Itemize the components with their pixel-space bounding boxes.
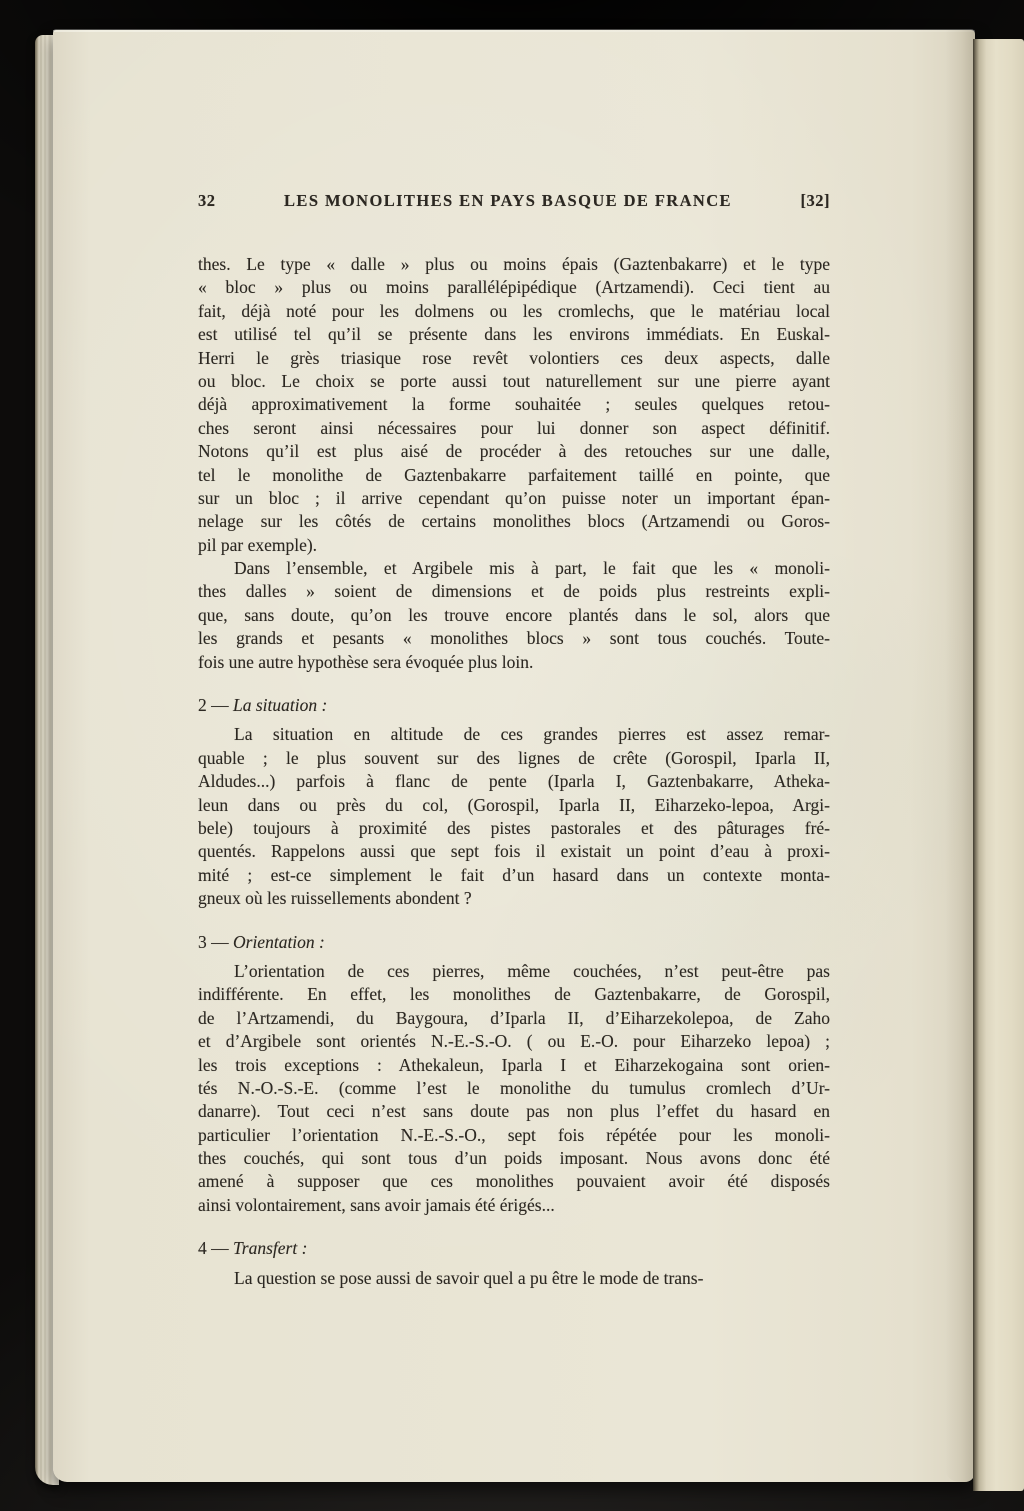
text-line: amené à supposer que ces monolithes pouvaient avoir été disposés: [198, 1171, 830, 1192]
text-line: tés N.-O.-S.-E. (comme l’est le monolithe du tumulus cromlech d’Ur-: [198, 1077, 830, 1098]
text-line: « bloc » plus ou moins parallélépipédique (Artzamendi). Ceci tient au: [198, 277, 830, 298]
text-line: quable ; le plus souvent sur des lignes de crête (Gorospil, Iparla II,: [198, 747, 830, 768]
text-line: fait, déjà noté pour les dolmens ou les cromlechs, que le matériau local: [198, 300, 830, 321]
text-line: de l’Artzamendi, du Baygoura, d’Iparla II, d’Eiharzekolepoa, de Zaho: [198, 1007, 830, 1028]
page-number-right: [32]: [800, 191, 830, 210]
text-line: danarre). Tout ceci n’est sans doute pas non plus l’effet du hasard en: [198, 1101, 830, 1122]
section-number: 3 —: [198, 931, 229, 952]
facing-page-edge: [973, 39, 1024, 1491]
text-line: ches seront ainsi nécessaires pour lui donner son aspect définitif.: [198, 417, 830, 438]
text-line: les grands et pesants « monolithes blocs » sont tous couchés. Toute-: [198, 628, 830, 649]
text-line: particulier l’orientation N.-E.-S.-O., sept fois répétée pour les monoli-: [198, 1124, 830, 1145]
text-line: L’orientation de ces pierres, même couchées, n’est peut-être pas: [234, 960, 830, 981]
text-line: Dans l’ensemble, et Argibele mis à part, le fait que les « monoli-: [234, 558, 830, 579]
page-body-text: [198, 253, 830, 1290]
text-line: et d’Argibele sont orientés N.-E.-S.-O. ( ou E.-O. pour Eiharzeko lepoa) ;: [198, 1031, 830, 1052]
running-head-title: LES MONOLITHES EN PAYS BASQUE DE FRANCE: [284, 191, 732, 210]
text-line: bele) toujours à proximité des pistes pastorales et des pâturages fré-: [198, 817, 830, 838]
book-page: [53, 30, 975, 1482]
text-line: sur un bloc ; il arrive cependant qu’on puisse noter un important épan-: [198, 487, 830, 508]
text-line: leun dans ou près du col, (Gorospil, Iparla II, Eiharzeko-lepoa, Argi-: [198, 794, 830, 815]
paragraph: [198, 960, 830, 1217]
section-number: 2 —: [198, 695, 229, 716]
text-line: fois une autre hypothèse sera évoquée plus loin.: [198, 651, 534, 672]
section-title: Transfert :: [233, 1238, 308, 1259]
section-heading: [198, 931, 830, 954]
running-head: [198, 191, 830, 211]
paragraph: [198, 723, 830, 910]
text-line: La situation en altitude de ces grandes pierres est assez remar-: [234, 724, 830, 745]
text-line: est utilisé tel qu’il se présente dans les environs immédiats. En Euskal-: [198, 324, 830, 345]
text-line: déjà approximativement la forme souhaitée ; seules quelques retou-: [198, 394, 830, 415]
text-line: thes. Le type « dalle » plus ou moins épais (Gaztenbakarre) et le type: [198, 254, 830, 274]
paragraph: [198, 557, 830, 674]
text-line: les trois exceptions : Athekaleun, Iparla I et Eiharzekogaina sont orien-: [198, 1054, 830, 1075]
text-line: ou bloc. Le choix se porte aussi tout naturellement sur une pierre ayant: [198, 370, 830, 391]
text-line: indifférente. En effet, les monolithes de Gaztenbakarre, de Gorospil,: [198, 984, 830, 1005]
paragraph: [198, 253, 830, 557]
section-title: La situation :: [233, 695, 328, 716]
text-line: nelage sur les côtés de certains monolithes blocs (Artzamendi ou Goros-: [198, 511, 830, 532]
text-line: que, sans doute, qu’on les trouve encore plantés dans le sol, alors que: [198, 604, 830, 625]
text-line: gneux où les ruissellements abondent ?: [198, 888, 472, 909]
section-number: 4 —: [198, 1238, 229, 1259]
text-line: Herri le grès triasique rose revêt volontiers ces deux aspects, dalle: [198, 347, 830, 368]
text-line: tel le monolithe de Gaztenbakarre parfaitement taillé en pointe, que: [198, 464, 830, 485]
text-line: pil par exemple).: [198, 534, 318, 555]
text-line: quentés. Rappelons aussi que sept fois il existait un point d’eau à proxi-: [198, 841, 830, 862]
section-title: Orientation :: [233, 931, 325, 952]
text-line: Aldudes...) parfois à flanc de pente (Iparla I, Gaztenbakarre, Atheka-: [198, 771, 830, 792]
text-line: ainsi volontairement, sans avoir jamais été érigés...: [198, 1194, 555, 1215]
section-heading: [198, 1237, 830, 1260]
text-line: thes dalles » soient de dimensions et de poids plus restreints expli-: [198, 581, 830, 602]
open-book: [35, 30, 1024, 1490]
page-number-left: 32: [198, 191, 216, 210]
text-line: Notons qu’il est plus aisé de procéder à des retouches sur une dalle,: [198, 441, 830, 462]
paragraph: [198, 1267, 830, 1290]
text-line: La question se pose aussi de savoir quel a pu être le mode de trans-: [234, 1267, 704, 1288]
text-line: thes couchés, qui sont tous d’un poids imposant. Nous avons donc été: [198, 1148, 830, 1169]
text-line: mité ; est-ce simplement le fait d’un hasard dans un contexte monta-: [198, 864, 830, 885]
section-heading: [198, 694, 830, 717]
gutter-shadow: [945, 30, 975, 1482]
